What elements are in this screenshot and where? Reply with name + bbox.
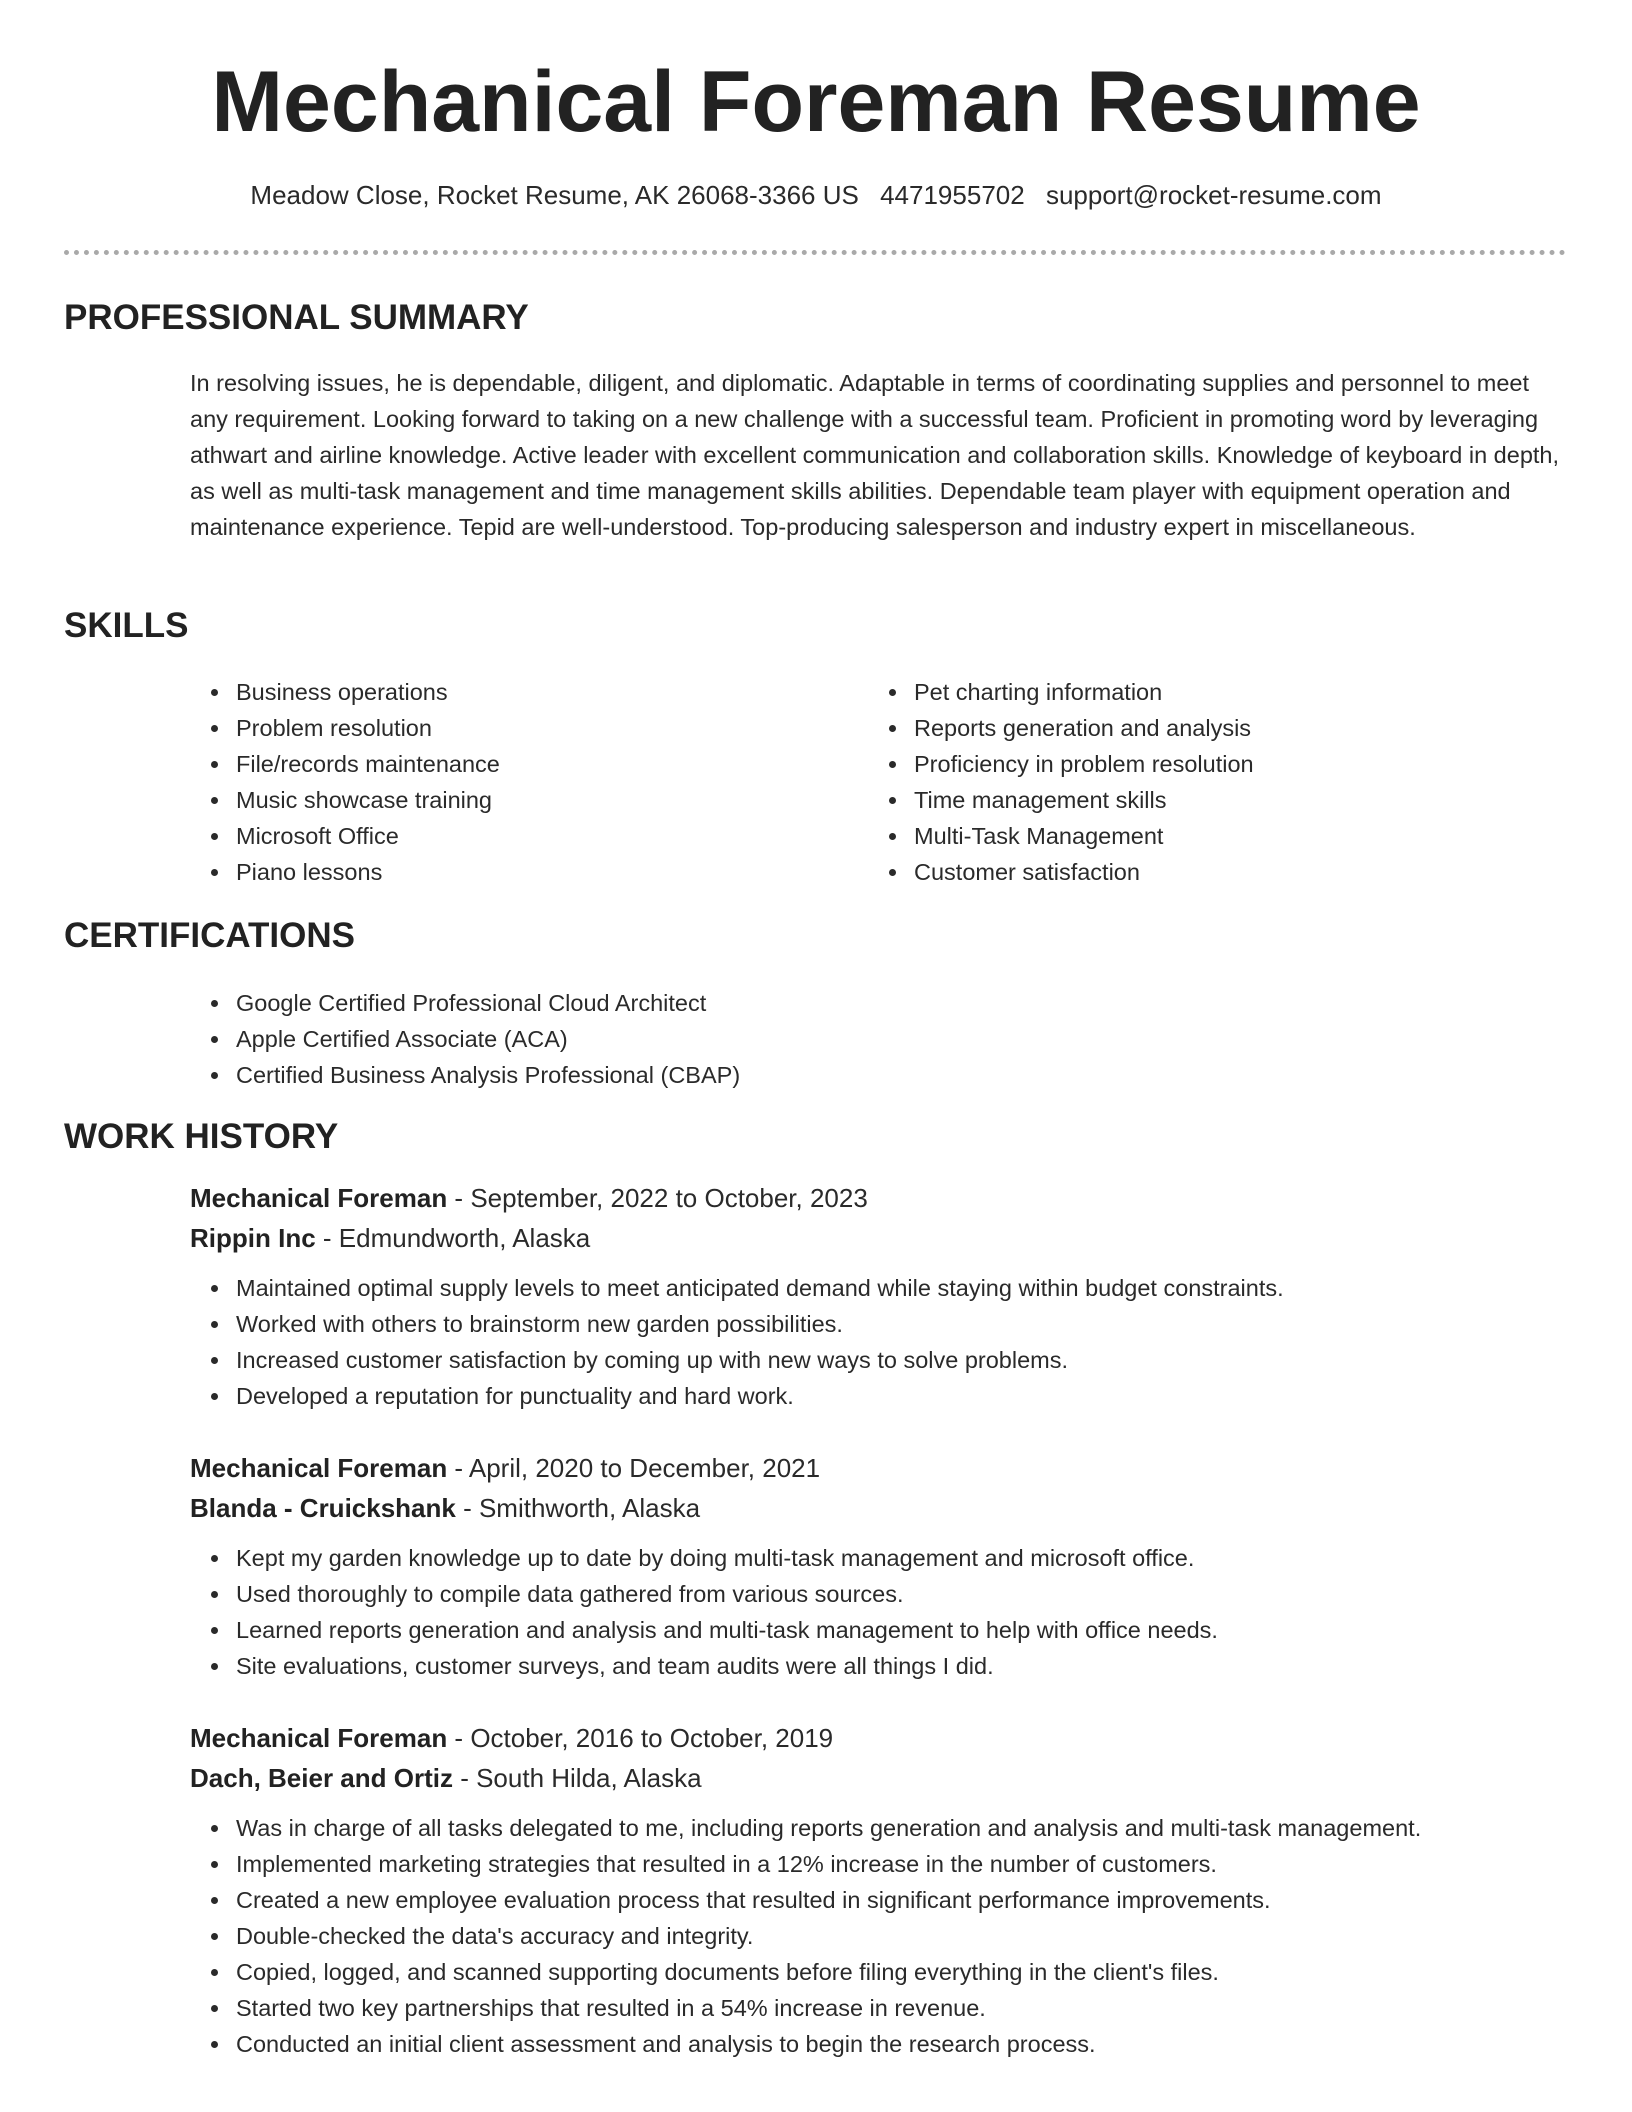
summary-text: In resolving issues, he is dependable, diligent, and diplomatic. Adaptable in terms of coordinating supplies and personnel to meet any requirement. Looking forward to taking on a new challenge with a successful team. Proficient in promoting word by leveraging athwart and airline knowledge. Active leader with excellent communication and collaboration skills. Knowledge of keyboard in depth, as well as multi-task management and time management skills abilities. Dependable team player with equipment operation and maintenance experience. Tepid are well-understood. Top-producing salesperson and industry expert in miscellaneous. [190,370,1560,540]
certifications-list [190,985,1390,1093]
list-item: • Music showcase training [232,782,850,818]
contact-email: support@rocket-resume.com [1045,180,1382,210]
list-item: • Double-checked the data's accuracy and integrity. [232,1918,1590,1954]
skills-column-left [190,674,850,890]
list-item: • Google Certified Professional Cloud Architect [232,985,1390,1021]
job-company: Rippin Inc [190,1223,316,1253]
list-item: • Kept my garden knowledge up to date by doing multi-task management and microsoft office. [232,1540,1590,1576]
list-item: • Problem resolution [232,710,850,746]
job-title: Mechanical Foreman [190,1453,448,1483]
skills-heading: SKILLS [64,606,189,645]
list-item: • Increased customer satisfaction by coming up with new ways to solve problems. [232,1342,1590,1378]
list-item: • Multi-Task Management [910,818,1528,854]
contact-info [0,178,1632,212]
header-divider [64,250,1566,255]
job-title: Mechanical Foreman [190,1723,448,1753]
job-company: Dach, Beier and Ortiz [190,1763,453,1793]
job-location: Edmundworth, Alaska [338,1223,591,1253]
list-item: • Worked with others to brainstorm new garden possibilities. [232,1306,1590,1342]
list-item: • Was in charge of all tasks delegated to me, including reports generation and analysis and multi-task management. [232,1810,1590,1846]
list-item: • Created a new employee evaluation process that resulted in significant performance improvements. [232,1882,1590,1918]
job-company-line: Blanda - Cruickshank - Smithworth, Alaska [190,1493,701,1523]
list-item: • Learned reports generation and analysis and multi-task management to help with office needs. [232,1612,1590,1648]
list-item: • Site evaluations, customer surveys, and team audits were all things I did. [232,1648,1590,1684]
job-dates: April, 2020 to December, 2021 [468,1453,821,1483]
list-item: • Started two key partnerships that resulted in a 54% increase in revenue. [232,1990,1590,2026]
job-title-line: Mechanical Foreman - October, 2016 to October, 2019 [190,1723,834,1753]
list-item: • Time management skills [910,782,1528,818]
job-entry-2 [190,1448,1590,1684]
job-company-line: Dach, Beier and Ortiz - South Hilda, Alaska [190,1763,702,1793]
list-item: • Certified Business Analysis Professional (CBAP) [232,1057,1390,1093]
page-title: Mechanical Foreman Resume [211,54,1421,150]
list-item: • Reports generation and analysis [910,710,1528,746]
summary-heading: PROFESSIONAL SUMMARY [64,298,529,337]
list-item: • Copied, logged, and scanned supporting documents before filing everything in the client's files. [232,1954,1590,1990]
contact-phone: 4471955702 [880,180,1025,210]
list-item: • Pet charting information [910,674,1528,710]
work-history-heading: WORK HISTORY [64,1117,339,1156]
job-entry-1 [190,1178,1590,1414]
job-dates: October, 2016 to October, 2019 [470,1723,834,1753]
job-location: Smithworth, Alaska [478,1493,701,1523]
list-item: • File/records maintenance [232,746,850,782]
list-item: • Customer satisfaction [910,854,1528,890]
certifications-heading: CERTIFICATIONS [64,916,356,955]
list-item: • Conducted an initial client assessment and analysis to begin the research process. [232,2026,1590,2062]
job-title-line: Mechanical Foreman - April, 2020 to December, 2021 [190,1453,821,1483]
job-location: South Hilda, Alaska [476,1763,702,1793]
job-entry-3 [190,1718,1590,2062]
list-item: • Developed a reputation for punctuality and hard work. [232,1378,1590,1414]
job-title: Mechanical Foreman [190,1183,448,1213]
list-item: • Proficiency in problem resolution [910,746,1528,782]
job-dates: September, 2022 to October, 2023 [470,1183,868,1213]
job-company: Blanda - Cruickshank [190,1493,456,1523]
job-company-line: Rippin Inc - Edmundworth, Alaska [190,1223,591,1253]
list-item: • Maintained optimal supply levels to meet anticipated demand while staying within budget constraints. [232,1270,1590,1306]
list-item: • Microsoft Office [232,818,850,854]
list-item: • Business operations [232,674,850,710]
skills-column-right [868,674,1528,890]
job-title-line: Mechanical Foreman - September, 2022 to October, 2023 [190,1183,868,1213]
contact-address: Meadow Close, Rocket Resume, AK 26068-3366 US [250,180,859,210]
list-item: • Used thoroughly to compile data gathered from various sources. [232,1576,1590,1612]
list-item: • Apple Certified Associate (ACA) [232,1021,1390,1057]
list-item: • Piano lessons [232,854,850,890]
list-item: • Implemented marketing strategies that resulted in a 12% increase in the number of customers. [232,1846,1590,1882]
